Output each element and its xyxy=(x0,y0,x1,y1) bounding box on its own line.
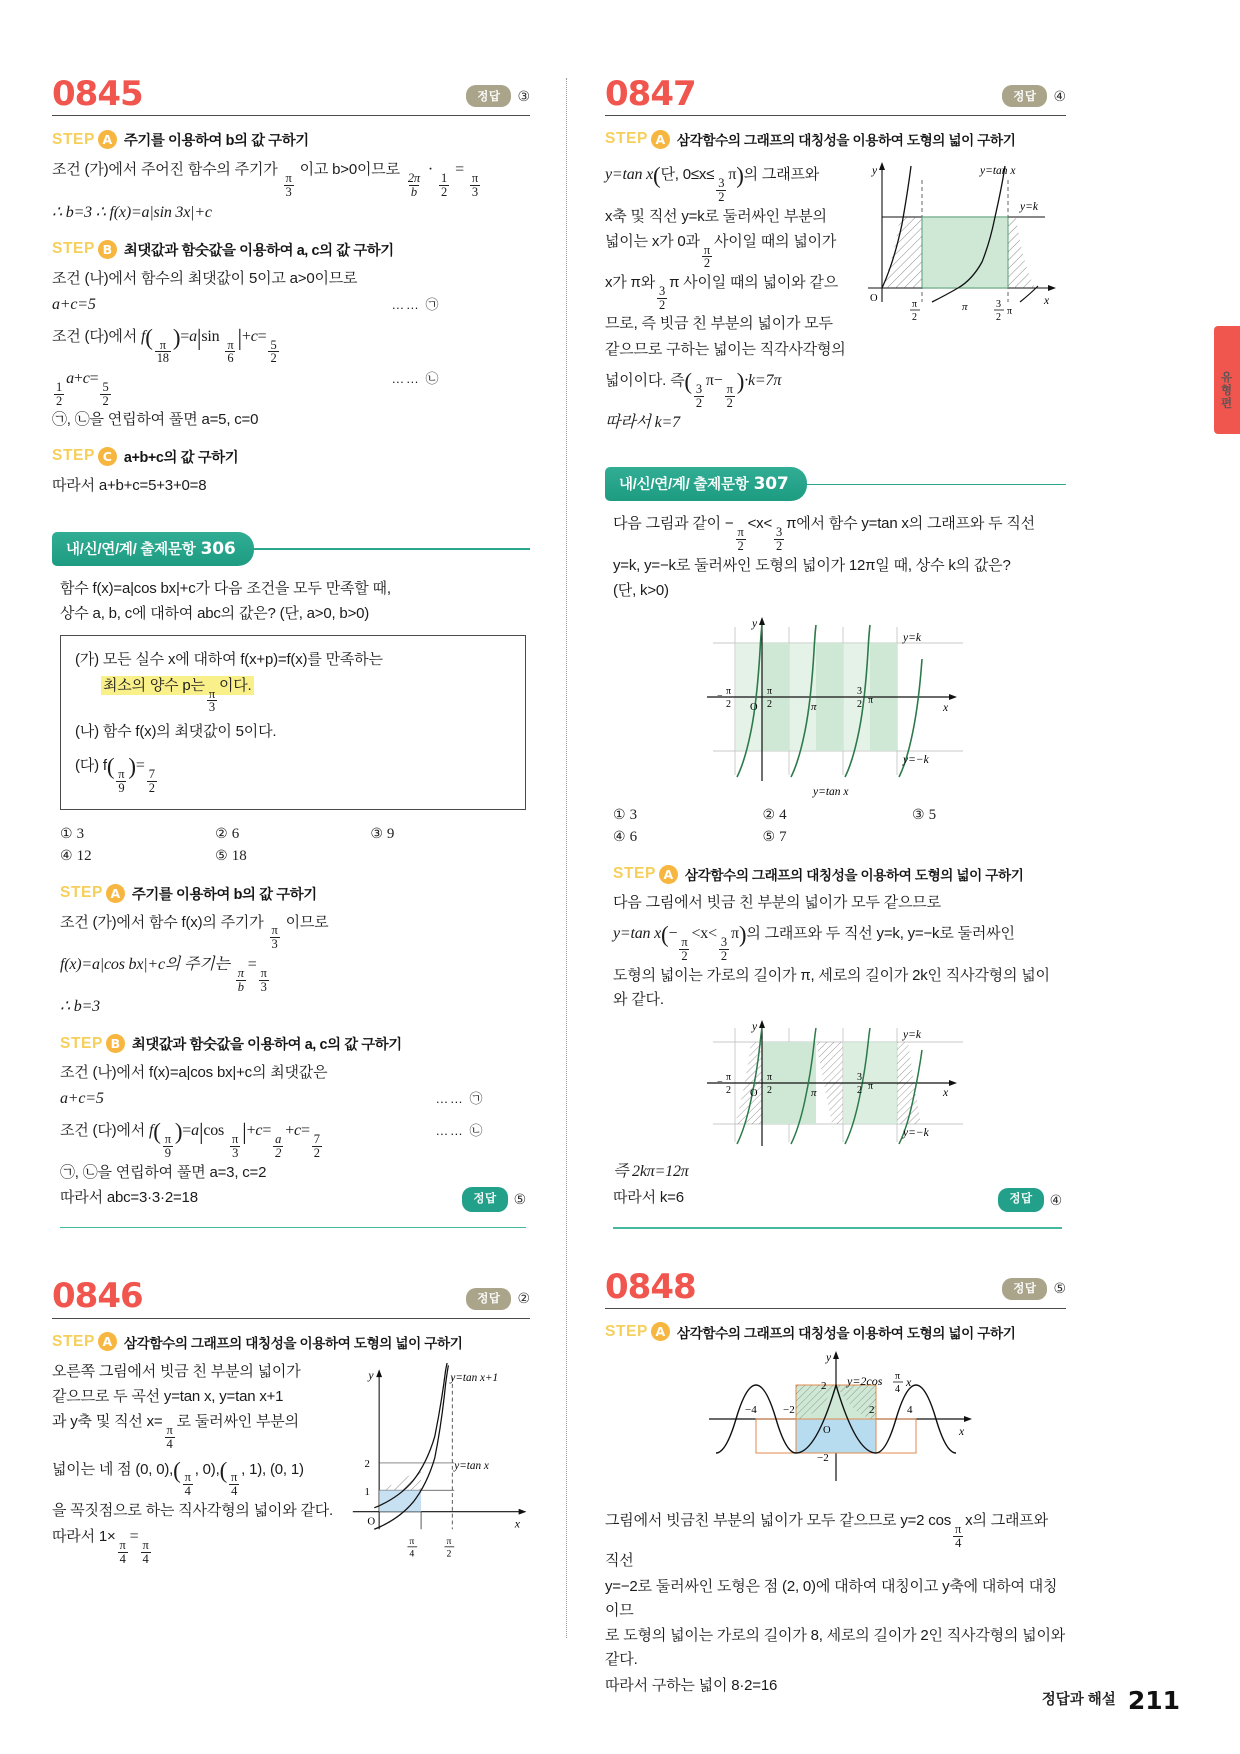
naeshin-body xyxy=(52,566,530,1229)
problem-0848 xyxy=(605,1266,1066,1698)
answer-choice: ⑤ xyxy=(1053,1280,1066,1297)
equation-ref: …… ㉡ xyxy=(391,371,440,386)
step-title: 삼각함수의 그래프의 대칭성을 이용하여 도형의 넓이 구하기 xyxy=(123,1335,463,1351)
text-fragment: 조건 (가)에서 함수 f(x)의 주기가 xyxy=(60,913,264,931)
choice-item[interactable] xyxy=(60,848,215,865)
axis-label-x: x xyxy=(514,1517,520,1531)
solution-line xyxy=(60,1086,526,1112)
answer-pill: 정답 xyxy=(462,1187,507,1212)
solution-line: 조건 (나)에서 함수의 최댓값이 5이고 a>0이므로 xyxy=(52,269,358,287)
text-fragment: 의 그래프와 두 직선 y=k, y=−k로 둘러싸인 xyxy=(746,925,1015,943)
axis-label-y: y xyxy=(825,1351,831,1364)
text-fragment: π xyxy=(730,925,739,943)
choice-text: 12 xyxy=(76,847,92,864)
step-title: 주기를 이용하여 b의 값 구하기 xyxy=(131,886,317,903)
x-tick-pi-2: π xyxy=(912,299,918,311)
y-tick-minus-2: −2 xyxy=(816,1451,829,1464)
step-badge-b: B xyxy=(98,240,117,259)
step-word: STEP xyxy=(52,130,95,148)
step-title: 삼각함수의 그래프의 대칭성을 이용하여 도형의 넓이 구하기 xyxy=(676,133,1016,149)
equation-ref: …… ㉠ xyxy=(435,1091,484,1107)
step-word: STEP xyxy=(52,447,95,465)
axis-label-y: y xyxy=(368,1368,374,1382)
curve-label-y-minus-k: y=−k xyxy=(902,1127,929,1140)
question-line: 다음 그림과 같이 − $\frac{\pi}{2}$ <x< $\frac{3}{2}$ π에서 함수 y=tan x의 그래프와 두 직선 xyxy=(613,515,1035,553)
x-tick-3pi-2: 3 xyxy=(996,299,1001,311)
step-title: 최댓값과 함숫값을 이용하여 a, c의 값 구하기 xyxy=(131,1037,402,1054)
answer-badge-group xyxy=(466,85,530,110)
problem-0847 xyxy=(605,74,1066,437)
problem-0846 xyxy=(52,1276,530,1566)
curve-label-tanx: y=tan x xyxy=(453,1459,489,1472)
two-column-layout xyxy=(52,74,1180,1694)
naeshin-header xyxy=(52,532,530,566)
solution-line: ㉠, ㉡을 연립하여 풀면 a=5, c=0 xyxy=(52,411,259,429)
answer-choice: ④ xyxy=(1049,1191,1062,1208)
svg-text:2: 2 xyxy=(766,699,772,711)
text-fragment: x가 π와 xyxy=(605,274,655,292)
fraction: $\frac{2\pi}{b}$ xyxy=(407,171,420,199)
problem-number: 0846 xyxy=(52,1276,143,1317)
solution-line xyxy=(52,292,530,318)
solution-line: x축 및 직선 y=k로 둘러싸인 부분의 xyxy=(605,207,827,225)
solution-line: 과 y축 및 직선 x= $\frac{\pi}{4}$ 로 둘러싸인 부분의 xyxy=(52,1413,299,1451)
answer-badge-group xyxy=(466,1288,530,1313)
choice-number: ④ xyxy=(60,848,73,864)
text-fragment: 따라서 k=6 xyxy=(613,1189,684,1207)
choice-text: 3 xyxy=(629,807,638,824)
text-fragment: 넓이이다. 즉 xyxy=(605,372,685,390)
text-fragment: 조건 (가)에서 주어진 함수의 주기가 xyxy=(52,161,278,179)
solution-line: 조건 (나)에서 f(x)=a|cos bx|+c의 최댓값은 xyxy=(60,1064,328,1082)
answer-pill: 정답 xyxy=(1002,85,1047,107)
problem-header xyxy=(605,74,1066,116)
text-fragment: 조건 (다)에서 f( $\frac{\pi}{9}$ )=a|cos $\frac{\pi}{3}$ |+c= $\frac{a}{2}$ +c= $\frac{7}{2}$ xyxy=(60,1119,320,1160)
step-title: 삼각함수의 그래프의 대칭성을 이용하여 도형의 넓이 구하기 xyxy=(684,868,1024,884)
problem-number: 0848 xyxy=(605,1266,696,1307)
solution-line: y=−2로 둘러싸인 도형은 점 (2, 0)에 대하여 대칭이고 y축에 대하여 대칭이므 xyxy=(605,1577,1058,1619)
figure-wrapper xyxy=(613,1020,1062,1155)
left-column xyxy=(52,74,552,1638)
y-tick-2: 2 xyxy=(364,1457,370,1470)
curve-label-tanx-plus-1: y=tan x+1 xyxy=(450,1371,498,1384)
condition-box xyxy=(60,635,526,809)
choice-item[interactable] xyxy=(215,848,370,865)
axis-label-y: y xyxy=(872,165,878,178)
svg-text:2: 2 xyxy=(725,1085,731,1097)
answer-pill: 정답 xyxy=(466,85,511,107)
problem-number: 0847 xyxy=(605,74,696,114)
side-tab-label: 유형편 xyxy=(1220,372,1234,411)
choice-item[interactable] xyxy=(60,826,215,843)
page-footer xyxy=(1041,1685,1180,1715)
curve-label-tanx: y=tan x xyxy=(812,786,849,799)
axis-label-x: x xyxy=(1044,295,1050,308)
text-fragment: 넓이는 네 점 (0, 0), xyxy=(52,1460,174,1478)
text-fragment: 따라서 1× xyxy=(52,1528,116,1546)
svg-text:π: π xyxy=(725,686,731,698)
problem-header xyxy=(605,1266,1066,1309)
x-tick-pi: π xyxy=(962,301,968,314)
step-title: a+b+c의 값 구하기 xyxy=(123,449,239,466)
x-tick-2: 2 xyxy=(868,1403,874,1416)
text-fragment: π 사이일 때의 넓이와 같으 xyxy=(669,274,838,292)
solution-line: 다음 그림에서 빗금 친 부분의 넓이가 모두 같으므로 xyxy=(613,894,941,912)
step-badge-a: A xyxy=(659,865,678,884)
x-tick-pi-2: π xyxy=(766,686,772,698)
section-separator xyxy=(613,1227,1062,1228)
svg-text:2: 2 xyxy=(446,1548,451,1558)
axis-label-x: x xyxy=(942,702,948,715)
naeshin-number: 306 xyxy=(200,538,236,559)
solution-line: y=tan x(− $\frac{\pi}{2}$ <x< $\frac{3}{2}$ π)의 그래프와 두 직선 y=k, y=−k로 둘러싸인 xyxy=(613,922,1015,964)
curve-label-tanx: y=tan x xyxy=(980,165,1016,178)
step-word: STEP xyxy=(60,884,103,902)
x-tick-pi-2: π xyxy=(446,1535,452,1547)
x-tick-minus-pi-2: − xyxy=(716,691,723,703)
text-fragment: 그림에서 빗금친 부분의 넓이가 모두 같으므로 y=2 cos xyxy=(605,1511,952,1529)
naeshin-307-block xyxy=(605,467,1066,1228)
problem-header xyxy=(52,1276,530,1318)
text-fragment: 따라서 abc=3·3·2=18 xyxy=(60,1188,198,1206)
choice-text: 7 xyxy=(779,829,787,846)
solution-line: 조건 (가)에서 함수 f(x)의 주기가 $\frac{\pi}{3}$ 이므로 xyxy=(60,913,329,952)
x-tick-4: 4 xyxy=(906,1403,912,1416)
step-word: STEP xyxy=(60,1034,103,1052)
svg-text:4: 4 xyxy=(894,1383,900,1395)
solution-line: 즉 2kπ=12π xyxy=(613,1163,689,1181)
svg-text:π: π xyxy=(766,1072,772,1084)
solution-line xyxy=(52,366,530,407)
svg-text:2: 2 xyxy=(725,699,731,711)
text-fragment: f(x)=a|cos bx|+c의 주기는 xyxy=(60,955,230,973)
svg-text:π: π xyxy=(725,1072,731,1084)
origin-label: O xyxy=(870,293,878,305)
text-fragment: 최소의 양수 p는 xyxy=(103,676,205,694)
step-word: STEP xyxy=(52,240,95,257)
naeshin-step-a xyxy=(613,864,1062,884)
step-title: 최댓값과 함숫값을 이용하여 a, c의 값 구하기 xyxy=(123,242,394,259)
step-a xyxy=(605,129,1066,149)
choice-item[interactable] xyxy=(613,807,763,824)
text-and-figure-row xyxy=(52,1359,530,1567)
curve-label-y-minus-k: y=−k xyxy=(902,754,929,767)
solution-line: 오른쪽 그림에서 빗금 친 부분의 넓이가 xyxy=(52,1362,301,1380)
svg-text:2: 2 xyxy=(766,1085,772,1097)
step-c xyxy=(52,446,530,467)
equation-ref: …… ㉡ xyxy=(435,1123,484,1139)
text-fragment: <x< xyxy=(691,925,717,943)
choice-text: 5 xyxy=(928,807,937,824)
step-word: STEP xyxy=(52,1332,95,1350)
step-a xyxy=(605,1322,1066,1342)
naeshin-step-b xyxy=(60,1033,526,1054)
text-fragment: 의 그래프와 xyxy=(743,166,820,184)
choice-text: 18 xyxy=(231,847,247,864)
figure-tan-with-y-k xyxy=(860,162,1060,327)
answer-choice: ③ xyxy=(517,87,530,104)
choice-list xyxy=(613,807,1062,851)
step-badge-c: C xyxy=(98,447,117,466)
problem-header xyxy=(52,74,530,116)
solution-line: 므로, 즉 빗금 친 부분의 넓이가 모두 xyxy=(605,315,833,333)
solution-line: 조건 (가)에서 주어진 함수의 주기가 $\frac{\pi}{3}$ 이고 b>0이므로 $\frac{2\pi}{b}$ · $\frac{1}{2}$ = $\frac{\pi}{3}$ xyxy=(52,161,478,199)
condition-c: (다) f( $\frac{\pi}{9}$ )= $\frac{7}{2}$ xyxy=(75,754,155,795)
curve-label-y-k: y=k xyxy=(902,632,921,645)
text-fragment: π xyxy=(728,166,737,184)
svg-text:4: 4 xyxy=(409,1548,414,1558)
origin-label: O xyxy=(367,1515,375,1528)
solution-line: 따라서 1× $\frac{\pi}{4}$ = $\frac{\pi}{4}$ xyxy=(52,1528,149,1566)
solution-line: 로 도형의 넓이는 가로의 길이가 8, 세로의 길이가 2인 직사각형의 넓이와 같다. xyxy=(605,1627,1066,1669)
text-fragment: y=tan x xyxy=(605,166,654,184)
solution-line xyxy=(60,1113,526,1159)
step-word: STEP xyxy=(613,865,656,883)
footer-label: 정답과 해설 xyxy=(1041,1692,1116,1708)
text-fragment: 로 둘러싸인 부분의 xyxy=(176,1413,299,1431)
figure-wrapper xyxy=(613,611,1062,801)
x-tick-minus-2: −2 xyxy=(782,1403,795,1416)
choice-list xyxy=(60,826,526,870)
choice-item[interactable] xyxy=(370,826,525,843)
axis-label-x: x xyxy=(958,1425,964,1438)
choice-item[interactable] xyxy=(763,829,913,846)
text-fragment: a+c=5 xyxy=(52,295,96,313)
origin-label: O xyxy=(749,1088,758,1100)
choice-text: 6 xyxy=(231,825,240,842)
text-fragment: 조건 (다)에서 xyxy=(60,1122,146,1140)
naeshin-306-block xyxy=(52,532,530,1229)
axis-label-y: y xyxy=(751,1021,757,1034)
svg-text:2: 2 xyxy=(856,1085,862,1097)
text-and-figure-row xyxy=(605,156,1066,437)
axis-label-y: y xyxy=(751,618,757,631)
text-fragment: 이고 b>0이므로 xyxy=(299,161,400,179)
highlighted-text: 최소의 양수 p는 $\frac{\pi}{3}$ 이다. xyxy=(103,676,252,715)
problem-number: 0845 xyxy=(52,74,143,114)
condition-b: (나) 함수 f(x)의 최댓값이 5이다. xyxy=(75,723,277,741)
text-fragment: , 0), xyxy=(194,1460,220,1478)
answer-badge-group xyxy=(1002,85,1066,110)
step-title: 주기를 이용하여 b의 값 구하기 xyxy=(123,133,309,150)
figure-cos-rectangle xyxy=(671,1349,1001,1499)
naeshin-step-a xyxy=(60,883,526,904)
step-badge-a: A xyxy=(98,130,117,149)
step-badge-a: A xyxy=(651,130,670,149)
step-badge-a: A xyxy=(106,884,125,903)
text-fragment: $\frac{1}{2}$ a+c= $\frac{5}{2}$ xyxy=(56,370,109,408)
answer-badge-group xyxy=(1002,1278,1066,1303)
answer-pill: 정답 xyxy=(466,1288,511,1310)
solution-line: 도형의 넓이는 가로의 길이가 π, 세로의 길이가 2k인 직사각형의 넓이와 같다. xyxy=(613,966,1050,1009)
solution-line: 을 꼭짓점으로 하는 직사각형의 넓이와 같다. xyxy=(52,1501,334,1519)
question-line: (단, k>0) xyxy=(613,581,669,599)
solution-line: 그림에서 빗금친 부분의 넓이가 모두 같으므로 y=2 cos $\frac{\pi}{4}$ x의 그래프와 직선 xyxy=(605,1511,1048,1570)
equation-ref: …… ㉠ xyxy=(391,296,440,312)
solution-line xyxy=(613,1186,1062,1215)
text-fragment: ·k=7π xyxy=(744,372,782,390)
text-fragment: 과 y축 및 직선 x= xyxy=(52,1413,163,1431)
svg-text:2: 2 xyxy=(996,312,1001,324)
step-badge-a: A xyxy=(98,1332,117,1351)
svg-text:π: π xyxy=(867,1081,873,1093)
text-fragment: 조건 (다)에서 xyxy=(52,327,138,345)
choice-number: ② xyxy=(762,808,776,824)
solution-line: 조건 (다)에서 f( $\frac{\pi}{18}$ )=a|sin $\frac{\pi}{6}$ |+c= $\frac{5}{2}$ xyxy=(52,324,277,366)
figure-tan-x-plus-1 xyxy=(345,1363,530,1558)
solution-line: ∴ b=3 ∴ f(x)=a|sin 3x|+c xyxy=(52,203,212,221)
choice-item[interactable] xyxy=(763,807,913,824)
step-a xyxy=(52,129,530,150)
curve-label-y-k: y=k xyxy=(1020,201,1038,214)
naeshin-tag xyxy=(52,532,254,566)
step-a xyxy=(52,1332,530,1352)
text-fragment: 단, 0≤x≤ xyxy=(660,166,715,184)
text-fragment: y=tan x xyxy=(613,925,662,943)
choice-number: ③ xyxy=(370,826,383,842)
page-number: 211 xyxy=(1127,1685,1180,1715)
solution-line: ㉠, ㉡을 연립하여 풀면 a=3, c=2 xyxy=(60,1163,267,1181)
svg-text:2: 2 xyxy=(856,699,862,711)
choice-number: ⑤ xyxy=(215,848,228,864)
step-word: STEP xyxy=(605,1322,648,1340)
step-badge-b: B xyxy=(106,1034,125,1053)
answer-choice: ④ xyxy=(1053,87,1066,104)
text-fragment: 다음 그림과 같이 − xyxy=(613,515,734,533)
naeshin-body xyxy=(605,501,1066,1228)
solution-line: 같으므로 구하는 넓이는 직각사각형의 xyxy=(605,340,846,358)
answer-badge-group xyxy=(462,1187,526,1215)
choice-number: ① xyxy=(60,826,73,842)
choice-text: 3 xyxy=(76,825,85,842)
text-fragment: x의 그래프와 직선 xyxy=(605,1511,1048,1570)
solution-line: 따라서 k=7 xyxy=(605,414,680,432)
solution-line: f(x)=a|cos bx|+c의 주기는 $\frac{\pi}{b}$ = $\frac{\pi}{3}$ xyxy=(60,955,267,994)
svg-text:π: π xyxy=(867,695,873,707)
svg-text:π: π xyxy=(894,1370,900,1382)
naeshin-rule xyxy=(254,548,531,549)
step-badge-a: A xyxy=(651,1322,670,1341)
solution-line: 따라서 구하는 넓이 8·2=16 xyxy=(605,1676,778,1694)
choice-number: ① xyxy=(613,808,626,824)
svg-text:π: π xyxy=(810,1087,817,1100)
answer-badge-group xyxy=(998,1188,1062,1216)
section-separator xyxy=(60,1227,526,1228)
choice-item[interactable] xyxy=(912,807,1062,824)
answer-choice: ⑤ xyxy=(513,1191,526,1208)
naeshin-number: 307 xyxy=(753,474,789,495)
solution-line: y=tan x(단, 0≤x≤ $\frac{3}{2}$ π)의 그래프와 xyxy=(605,163,820,204)
question-line: y=k, y=−k로 둘러싸인 도형의 넓이가 12π일 때, 상수 k의 값은? xyxy=(613,556,1011,574)
solution-line xyxy=(60,1186,526,1215)
question-line: 상수 a, b, c에 대하여 abc의 값은? (단, a>0, b>0) xyxy=(60,605,370,623)
solution-line: 같으므로 두 곡선 y=tan x, y=tan x+1 xyxy=(52,1387,284,1405)
text-fragment: (다) f xyxy=(75,757,107,775)
step-b xyxy=(52,239,530,260)
answer-pill: 정답 xyxy=(998,1188,1043,1213)
answer-choice: ② xyxy=(517,1290,530,1307)
solution-line: x가 π와 $\frac{3}{2}$ π 사이일 때의 넓이와 같으 xyxy=(605,274,838,312)
x-tick-minus-4: −4 xyxy=(744,1403,757,1416)
text-fragment: 사이일 때의 넓이가 xyxy=(713,232,837,250)
svg-text:−: − xyxy=(716,1077,723,1089)
text-fragment: 이다. xyxy=(218,676,252,694)
svg-text:2: 2 xyxy=(912,312,917,324)
step-title: 삼각함수의 그래프의 대칭성을 이용하여 도형의 넓이 구하기 xyxy=(676,1325,1016,1341)
choice-item[interactable] xyxy=(215,826,370,843)
x-tick-pi-4: π xyxy=(409,1535,414,1547)
origin-label: O xyxy=(822,1424,831,1436)
step-word: STEP xyxy=(605,130,648,148)
naeshin-header xyxy=(605,467,1066,501)
figure-wrapper xyxy=(605,1349,1066,1499)
solution-line: 넓이는 네 점 (0, 0),( $\frac{\pi}{4}$ , 0),( $\frac{\pi}{4}$ , 1), (0, 1) xyxy=(52,1457,304,1499)
figure-tan-k-hatched xyxy=(693,1020,983,1155)
curve-label-y-k: y=k xyxy=(902,1029,921,1042)
curve-label-cos: y=2cos xyxy=(846,1373,882,1388)
svg-text:π: π xyxy=(1007,306,1013,318)
text-fragment: <x< xyxy=(747,515,773,533)
right-column xyxy=(566,74,1066,1694)
choice-text: 4 xyxy=(779,807,787,824)
y-tick-1: 1 xyxy=(364,1485,370,1498)
figure-tan-k-minus-k xyxy=(693,611,983,801)
axis-label-x: x xyxy=(942,1087,948,1100)
condition-a-cont xyxy=(75,674,511,714)
condition-a: (가) 모든 실수 x에 대하여 f(x+p)=f(x)를 만족하는 xyxy=(75,651,383,669)
text-fragment: 이므로 xyxy=(285,913,329,931)
solution-line: 넓이는 x가 0과 $\frac{\pi}{2}$ 사이일 때의 넓이가 xyxy=(605,232,837,271)
naeshin-rule xyxy=(807,484,1067,485)
svg-text:3: 3 xyxy=(856,1072,862,1084)
naeshin-tag-text: 내/신/연/계/ 출제문항 xyxy=(66,541,196,558)
answer-pill: 정답 xyxy=(1002,1278,1047,1300)
x-tick-pi: π xyxy=(810,701,817,714)
naeshin-tag xyxy=(605,467,807,501)
choice-number: ⑤ xyxy=(762,830,776,846)
problem-0845 xyxy=(52,74,530,498)
naeshin-tag-text: 내/신/연/계/ 출제문항 xyxy=(619,477,749,494)
solution-line: ∴ b=3 xyxy=(60,998,100,1016)
choice-number: ③ xyxy=(912,808,925,824)
text-fragment: − xyxy=(668,925,678,943)
text-fragment: a+c=5 xyxy=(60,1090,104,1108)
text-fragment: π에서 함수 y=tan x의 그래프와 두 직선 xyxy=(786,515,1035,533)
choice-item[interactable] xyxy=(613,829,763,846)
origin-label: O xyxy=(749,702,758,714)
y-tick-2: 2 xyxy=(820,1379,826,1392)
choice-number: ④ xyxy=(613,830,626,846)
solution-line: 넓이이다. 즉( $\frac{3}{2}$ π− $\frac{\pi}{2}$ )·k=7π xyxy=(605,369,782,410)
question-line: 함수 f(x)=a|cos bx|+c가 다음 조건을 모두 만족할 때, xyxy=(60,579,391,597)
choice-text: 9 xyxy=(386,825,395,842)
text-fragment: 넓이는 x가 0과 xyxy=(605,232,700,250)
choice-number: ② xyxy=(215,826,228,842)
svg-text:x: x xyxy=(905,1374,911,1389)
x-tick-3pi-2: 3 xyxy=(856,686,862,698)
text-fragment: , 1), (0, 1) xyxy=(241,1460,304,1478)
solution-line: 따라서 a+b+c=5+3+0=8 xyxy=(52,476,207,494)
choice-text: 6 xyxy=(629,829,638,846)
